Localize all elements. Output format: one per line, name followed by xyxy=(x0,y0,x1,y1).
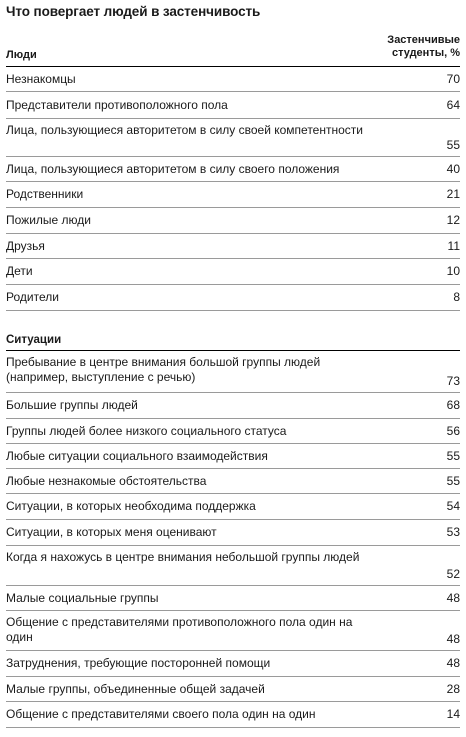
row-value: 56 xyxy=(446,423,460,438)
row-value: 52 xyxy=(446,567,460,581)
table-row xyxy=(6,520,460,546)
row-value: 48 xyxy=(446,632,460,646)
row-value: 28 xyxy=(446,681,460,696)
row-value: 55 xyxy=(446,448,460,463)
row-value: 55 xyxy=(446,138,460,152)
row-label: Родители xyxy=(6,290,59,304)
row-value: 12 xyxy=(446,213,460,227)
column-header-line1: Застенчивые xyxy=(387,34,460,46)
row-label: Представители противоположного пола xyxy=(6,97,228,112)
row-label: Малые группы, объединенные общей задачей xyxy=(6,681,265,696)
row-value: 48 xyxy=(446,590,460,605)
row-label: Затруднения, требующие посторонней помощи xyxy=(6,656,271,670)
column-header-people: Люди xyxy=(6,49,37,61)
row-value: 40 xyxy=(446,161,460,176)
table-row xyxy=(6,651,460,677)
table-row xyxy=(6,285,460,311)
row-value: 11 xyxy=(447,238,460,253)
row-value: 21 xyxy=(446,187,460,201)
row-label: Большие группы людей xyxy=(6,398,138,412)
row-label: Дети xyxy=(6,264,33,278)
table-row xyxy=(6,469,460,494)
row-value: 73 xyxy=(446,374,460,388)
table-row xyxy=(6,611,460,651)
row-label: Общение с представителями противоположного пола один на один xyxy=(6,615,353,644)
table-row xyxy=(6,546,460,586)
row-label: Родственники xyxy=(6,187,84,201)
row-value: 48 xyxy=(446,656,460,670)
table-row xyxy=(6,119,460,157)
row-label: Пожилые люди xyxy=(6,213,91,227)
table-row xyxy=(6,92,460,119)
row-label: Лица, пользующиеся авторитетом в силу своего положения xyxy=(6,161,340,176)
row-label: Любые незнакомые обстоятельства xyxy=(6,473,207,488)
row-value: 55 xyxy=(446,473,460,488)
row-label: Малые социальные группы xyxy=(6,590,159,605)
table-row xyxy=(6,677,460,702)
row-value: 14 xyxy=(446,707,460,721)
column-header-line2: студенты, % xyxy=(391,47,460,59)
row-label: Общение с представителями своего пола один на один xyxy=(6,707,316,721)
row-label: Пребывание в центре внимания большой группы людей (например, выступление с речью) xyxy=(6,355,321,384)
table-row xyxy=(6,67,460,92)
people-table xyxy=(6,67,460,311)
table-row xyxy=(6,444,460,469)
row-label: Группы людей более низкого социального статуса xyxy=(6,423,287,438)
row-value: 54 xyxy=(446,499,460,513)
row-label: Любые ситуации социального взаимодействия xyxy=(6,448,268,463)
table-row xyxy=(6,234,460,259)
row-value: 68 xyxy=(446,398,460,412)
table-row xyxy=(6,494,460,520)
table-row xyxy=(6,259,460,285)
row-value: 8 xyxy=(453,290,460,304)
table-row xyxy=(6,393,460,419)
table-row xyxy=(6,586,460,611)
table-row xyxy=(6,157,460,182)
row-label: Ситуации, в которых необходима поддержка xyxy=(6,499,256,513)
row-value: 70 xyxy=(446,71,460,86)
section-title-situations: Ситуации xyxy=(6,334,62,346)
table-row xyxy=(6,702,460,728)
table-row xyxy=(6,182,460,208)
row-label: Друзья xyxy=(6,238,45,253)
row-value: 53 xyxy=(446,525,460,539)
row-value: 64 xyxy=(446,97,460,112)
table-row xyxy=(6,351,460,393)
situations-table xyxy=(6,351,460,728)
table-row xyxy=(6,208,460,234)
row-value: 10 xyxy=(446,264,460,278)
row-label: Когда я нахожусь в центре внимания небольшой группы людей xyxy=(6,550,360,564)
row-label: Незнакомцы xyxy=(6,71,76,86)
row-label: Ситуации, в которых меня оценивают xyxy=(6,525,217,539)
page-title: Что повергает людей в застенчивость xyxy=(6,4,261,19)
table-row xyxy=(6,419,460,444)
row-label: Лица, пользующиеся авторитетом в силу своей компетентности xyxy=(6,123,363,137)
table-header xyxy=(6,34,460,68)
column-header-shy-students xyxy=(320,34,460,60)
